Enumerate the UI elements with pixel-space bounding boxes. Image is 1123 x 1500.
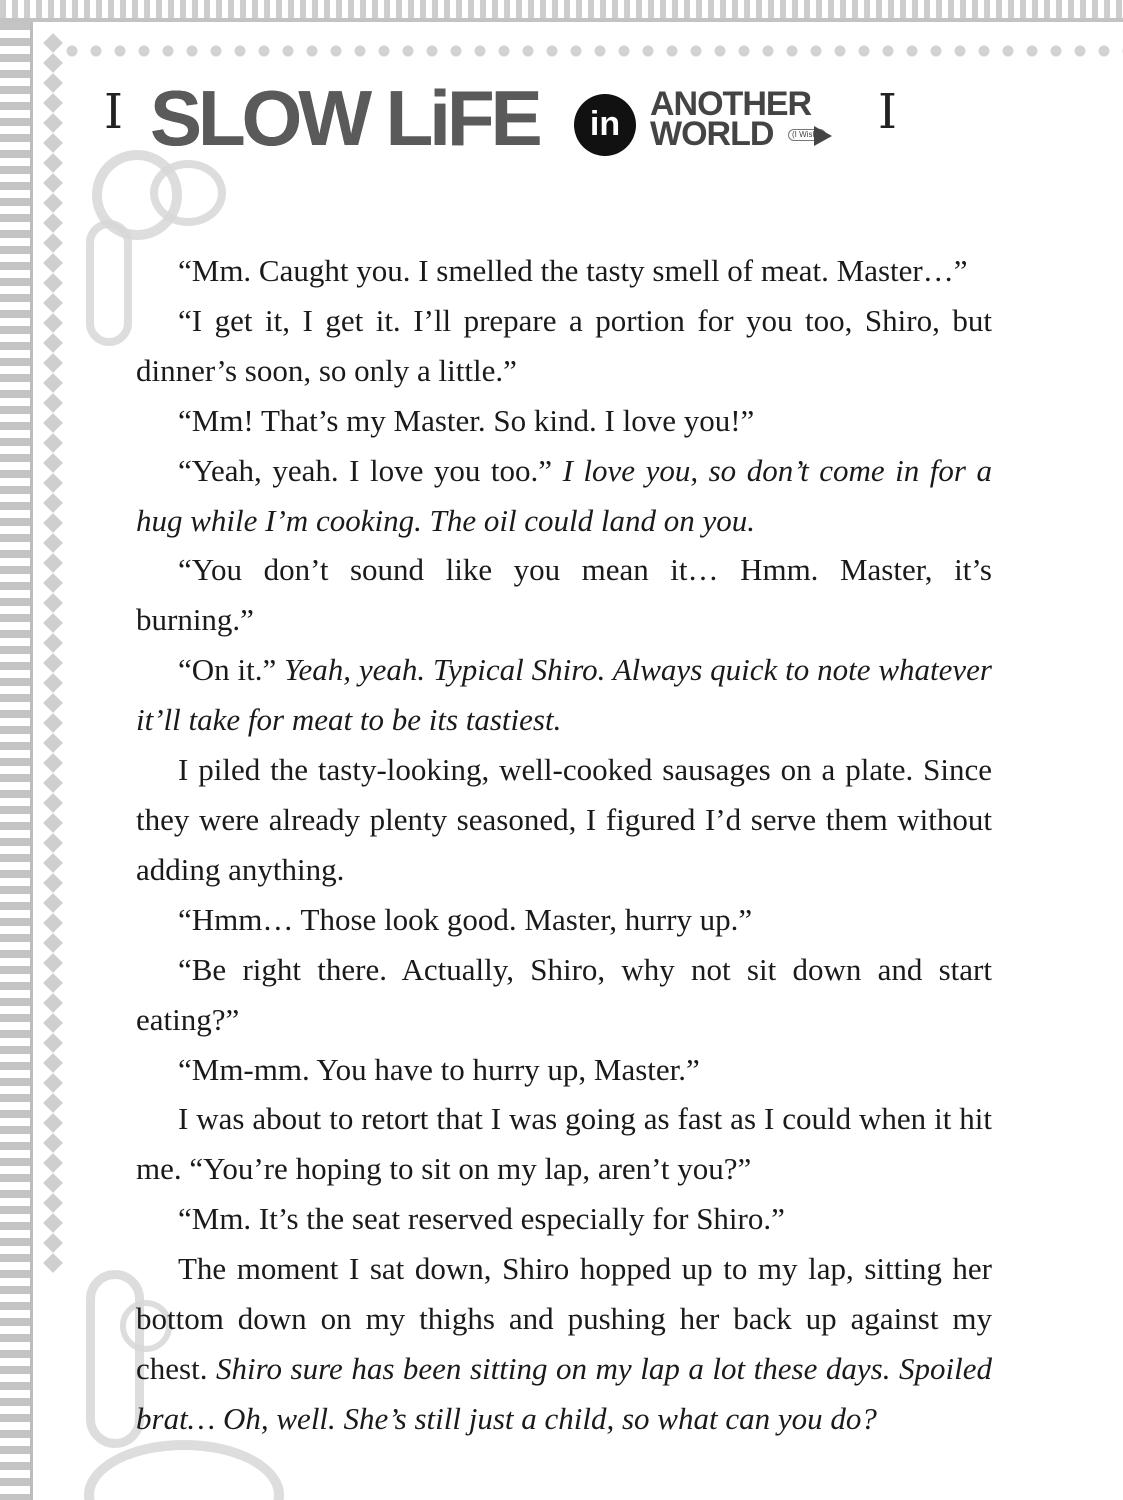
paragraph: “You don’t sound like you mean it… Hmm. Master, it’s burning.” (136, 552, 992, 638)
logo-bracket-right: I (878, 84, 897, 140)
logo-slow-life: SLOW LiFE (150, 74, 539, 162)
logo-another: ANOTHER (650, 85, 812, 123)
paragraph: “Hmm… Those look good. Master, hurry up.” (178, 901, 753, 937)
side-flourish-top (86, 220, 132, 346)
logo-bracket-left: I (104, 84, 123, 140)
corner-flourish-bottom (84, 1440, 284, 1500)
paragraph: I piled the tasty-looking, well-cooked sausages on a plate. Since they were already plenty seasoned, I figured I’d serve them without adding anything. (136, 752, 992, 887)
paragraph: The moment I sat down, Shiro hopped up to my lap, sitting her bottom down on my thighs and pushing her back up against my chest. Shiro sure has been sitting on my lap a lot these days. Spoiled brat… Oh, well. She’s still just a child, so what can you do? (136, 1251, 992, 1436)
paragraph: “Yeah, yeah. I love you too.” I love you, so don’t come in for a hug while I’m cooking. The oil could land on you. (136, 452, 992, 538)
left-decorative-border (0, 22, 30, 1500)
top-decorative-border (0, 0, 1123, 22)
logo-in-badge: in (574, 94, 636, 156)
logo-i-wish-tag: (I Wish!) (788, 129, 826, 141)
logo-world: WORLD (650, 115, 774, 153)
top-ornament-row (60, 36, 1123, 66)
corner-flourish-top-small (150, 160, 226, 226)
paragraph: “Mm. Caught you. I smelled the tasty smell of meat. Master…” (178, 253, 968, 288)
body-text (136, 246, 992, 1444)
paragraph: I was about to retort that I was going as fast as I could when it hit me. “You’re hoping to sit on my lap, aren’t you?” (136, 1101, 992, 1187)
paragraph: “I get it, I get it. I’ll prepare a portion for you too, Shiro, but dinner’s soon, so only a little.” (136, 302, 992, 388)
paragraph: “Mm! That’s my Master. So kind. I love you!” (178, 402, 755, 438)
logo-arrow-icon (814, 126, 832, 146)
paragraph: “Mm. It’s the seat reserved especially for Shiro.” (178, 1201, 785, 1237)
left-diamond-column (40, 30, 66, 1500)
paragraph: “Be right there. Actually, Shiro, why not sit down and start eating?” (136, 951, 992, 1037)
paragraph: “On it.” Yeah, yeah. Typical Shiro. Always quick to note whatever it’ll take for meat to be its tastiest. (136, 652, 992, 738)
paragraph: “Mm-mm. You have to hurry up, Master.” (178, 1051, 700, 1087)
series-logo-header (100, 74, 900, 162)
left-border-line (30, 22, 33, 1500)
